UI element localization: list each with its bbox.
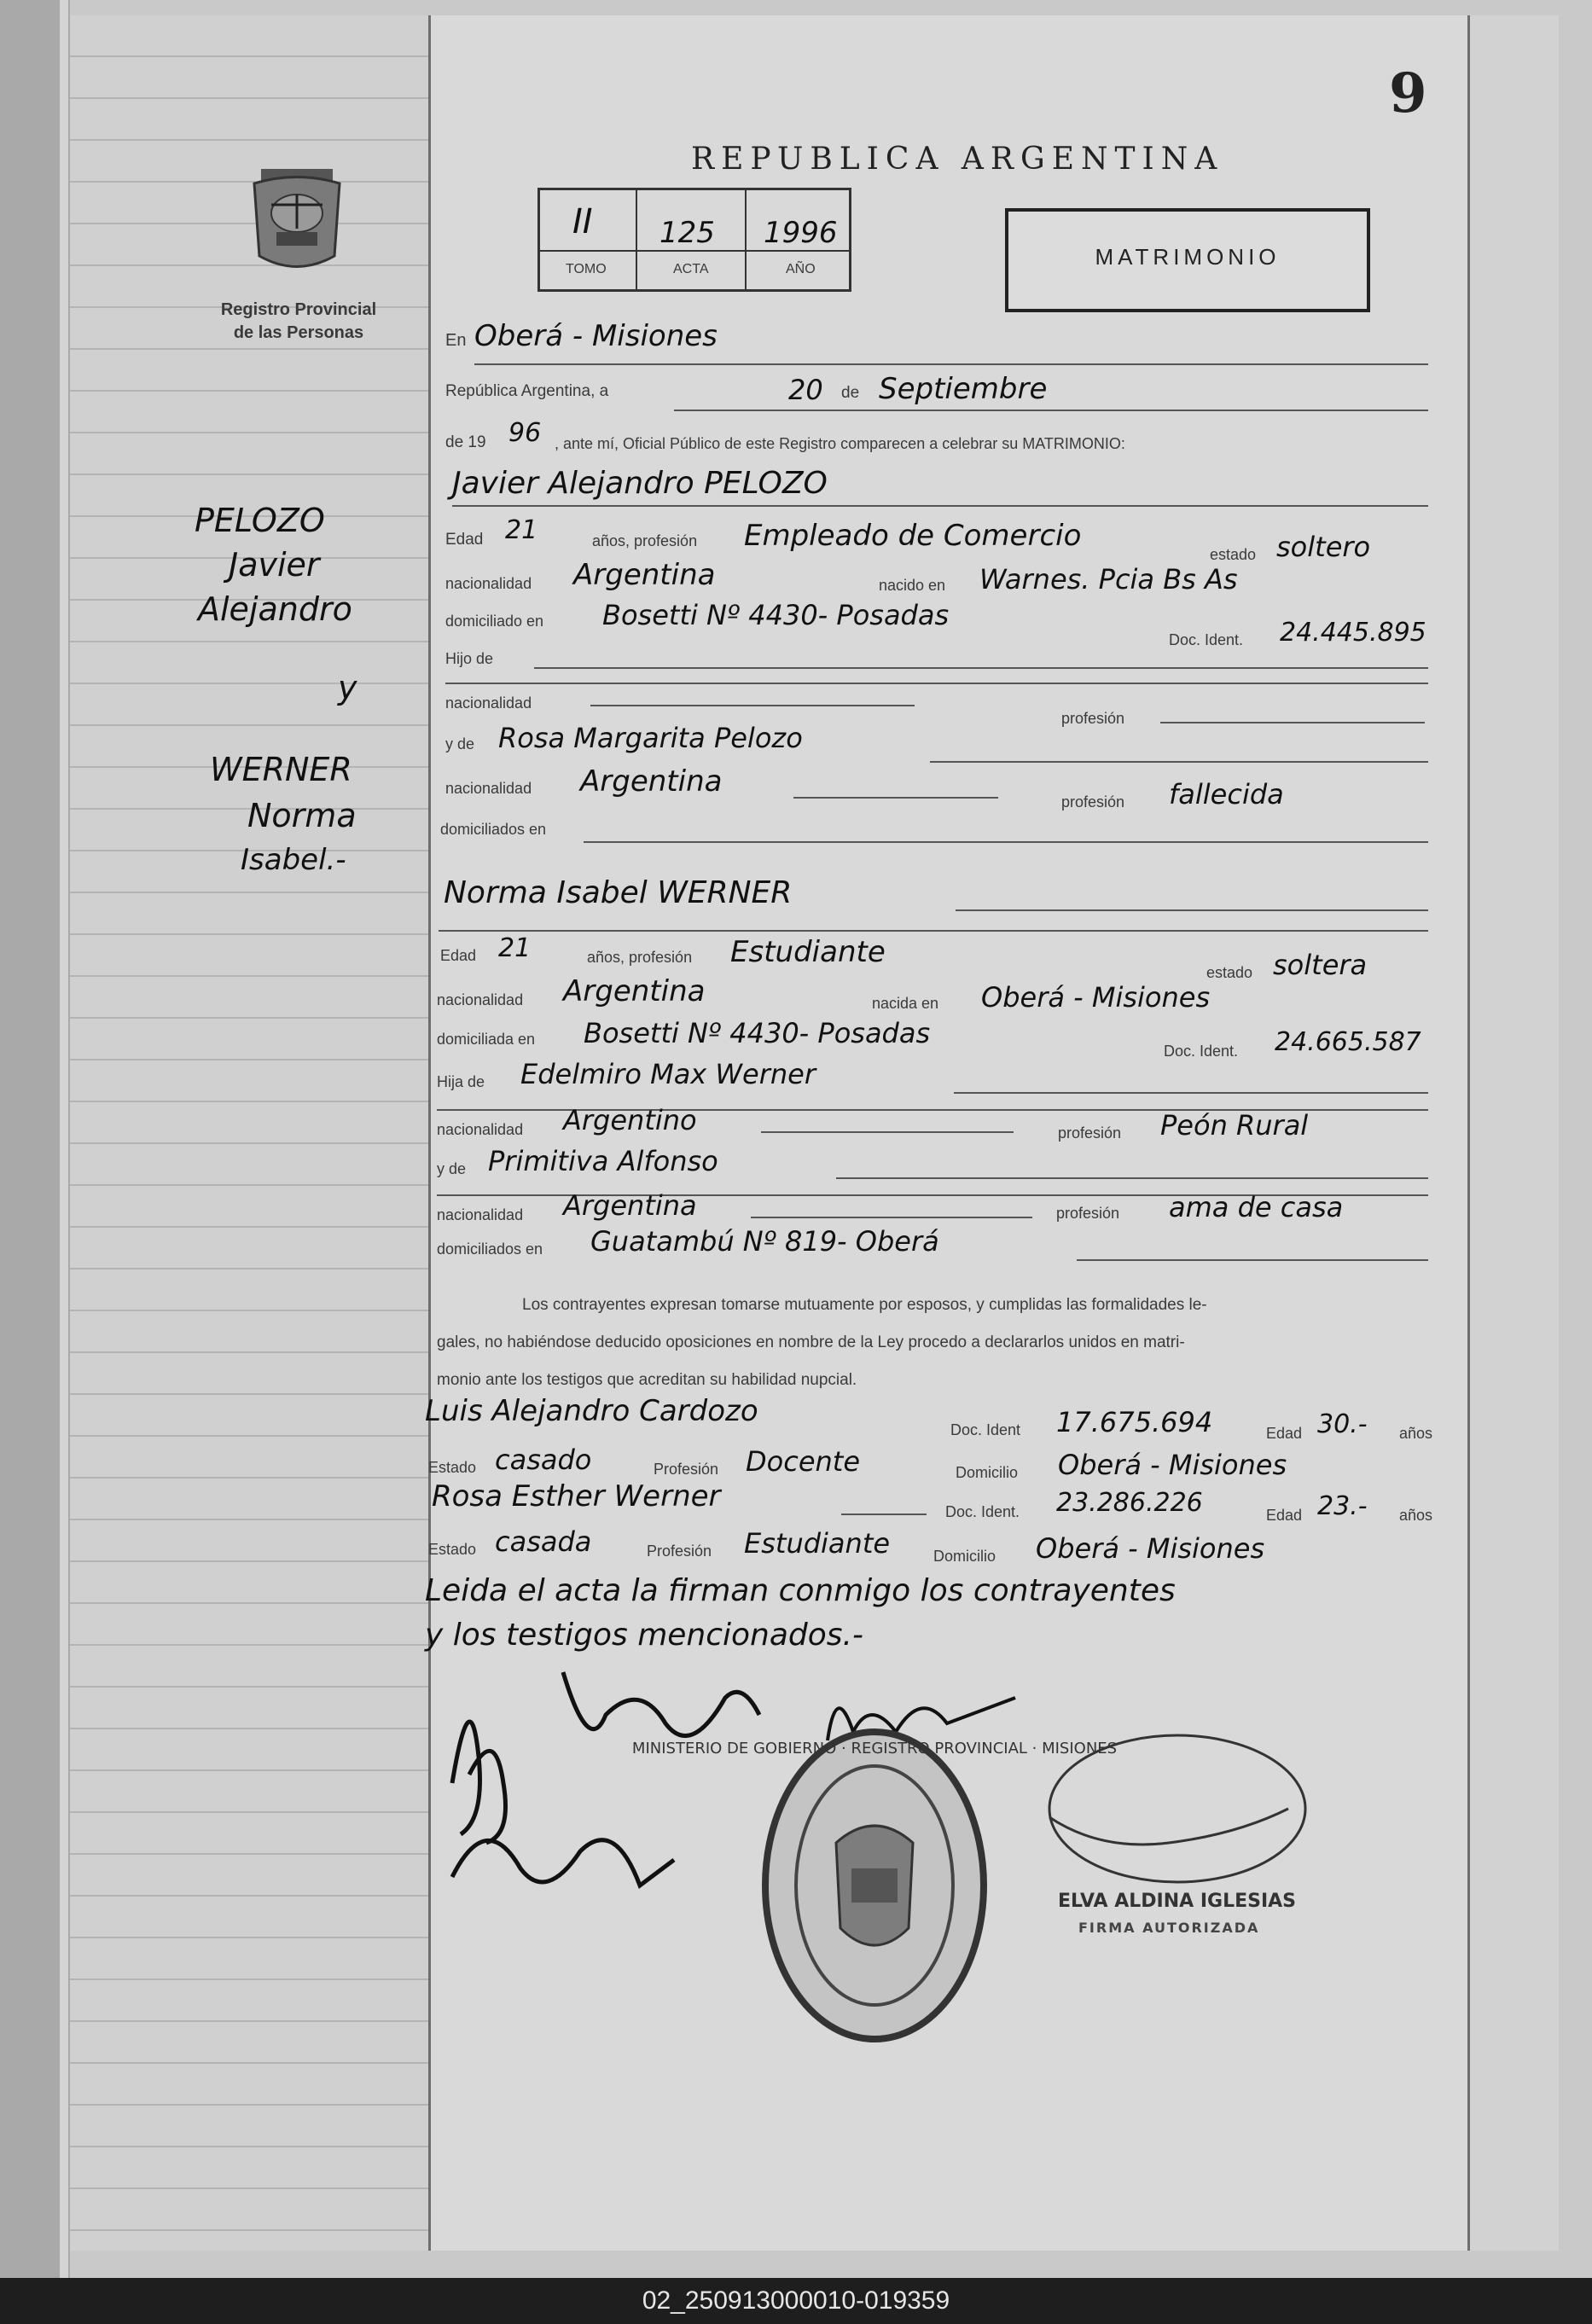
- signature-witness2: [452, 1840, 674, 1885]
- year-value: 1996: [764, 216, 838, 250]
- bride-id-label: Doc. Ident.: [1164, 1043, 1239, 1060]
- witness2-years-label: años: [1399, 1507, 1433, 1524]
- rule-witness2-name: [841, 1514, 927, 1515]
- acta-value: 125: [659, 216, 715, 250]
- groom-age: 21: [505, 515, 538, 545]
- registry-line-1: Registro Provincial: [220, 300, 377, 319]
- groom-mother-prof-label: profesión: [1061, 793, 1125, 810]
- tomo-value: II: [572, 202, 593, 241]
- margin-bride-surname: WERNER: [210, 751, 352, 788]
- page-number: 9: [1389, 61, 1427, 125]
- witness2-id-label: Doc. Ident.: [945, 1503, 1020, 1520]
- rule-groom-father: [534, 667, 1428, 669]
- republic-date-label: República Argentina, a: [445, 382, 609, 400]
- intro-text: , ante mí, Oficial Público de este Registro comparecen a celebrar su MATRIMONIO:: [555, 435, 1125, 452]
- bride-parents-address: Guatambú Nº 819- Oberá: [590, 1225, 939, 1258]
- witness1-age: 30.-: [1317, 1409, 1368, 1439]
- groom-full-name: Javier Alejandro PELOZO: [452, 466, 828, 501]
- groom-age-label: Edad: [445, 531, 484, 549]
- bride-id-number: 24.665.587: [1275, 1027, 1421, 1057]
- scan-identifier: 02_250913000010-019359: [0, 2278, 1592, 2324]
- margin-groom-second: Alejandro: [198, 590, 352, 628]
- rule-groom-name: [452, 505, 1428, 507]
- groom-mother-nat-label: nacionalidad: [445, 780, 532, 797]
- witness1-profession: Docente: [746, 1445, 861, 1478]
- witness1-address: Oberá - Misiones: [1058, 1449, 1287, 1481]
- rule-bride-father: [954, 1092, 1428, 1094]
- rule-place: [474, 363, 1428, 365]
- closing-line-1: Leida el acta la firman conmigo los contrayentes: [425, 1573, 1176, 1608]
- witness2-address-label: Domicilio: [933, 1548, 996, 1565]
- bride-father-prof-label: profesión: [1058, 1124, 1122, 1142]
- witness1-status-label: Estado: [428, 1459, 477, 1476]
- rule-groom-father-prof: [1160, 722, 1425, 723]
- rule-bride-mother-nat: [751, 1217, 1032, 1218]
- legal-line-2: gales, no habiéndose deducido oposiciones en nombre de la Ley procedo a declararlos unidos en matri-: [437, 1333, 1185, 1351]
- legal-paragraph: [437, 1287, 1440, 1399]
- bride-mother-profession: ama de casa: [1169, 1191, 1344, 1223]
- legal-line-1: Los contrayentes expresan tomarse mutuamente por esposos, y cumplidas las formalidades le-: [522, 1296, 1207, 1314]
- witness1-address-label: Domicilio: [956, 1464, 1019, 1481]
- groom-nationality-label: nacionalidad: [445, 575, 532, 592]
- groom-id-number: 24.445.895: [1280, 618, 1426, 648]
- bride-age-label: Edad: [440, 947, 477, 964]
- document-type-box: [1005, 208, 1370, 312]
- reference-box-sep-2: [745, 190, 747, 289]
- rule-groom-blank: [445, 683, 1428, 684]
- place-label: En: [445, 331, 467, 350]
- margin-groom-surname: PELOZO: [195, 502, 325, 539]
- groom-father-nat-label: nacionalidad: [445, 694, 532, 712]
- marriage-month: Septiembre: [879, 372, 1048, 406]
- margin-bride-first: Norma: [247, 797, 357, 834]
- bride-mother-nationality: Argentina: [563, 1189, 697, 1222]
- groom-profession: Empleado de Comercio: [744, 519, 1082, 553]
- witness2-age: 23.-: [1317, 1491, 1368, 1521]
- bride-birthplace-label: nacida en: [872, 995, 939, 1012]
- groom-father-label: Hijo de: [445, 650, 494, 667]
- signature-groom: [452, 1722, 506, 1843]
- groom-parents-address-label: domiciliados en: [440, 821, 547, 838]
- bride-mother-label: y de: [437, 1160, 467, 1177]
- signature-bride: [563, 1672, 759, 1736]
- bride-mother-nat-label: nacionalidad: [437, 1206, 524, 1223]
- seal-text: MINISTERIO DE GOBIERNO · REGISTRO PROVINCIAL · MISIONES: [631, 1740, 1118, 1758]
- groom-address: Bosetti Nº 4430- Posadas: [602, 599, 950, 631]
- official-seal-icon: [631, 1715, 1118, 2056]
- groom-mother: Rosa Margarita Pelozo: [498, 722, 803, 754]
- marriage-day: 20: [788, 374, 823, 406]
- marriage-year: 96: [508, 418, 542, 448]
- groom-address-label: domiciliado en: [445, 613, 544, 630]
- witness1-age-label: Edad: [1266, 1425, 1303, 1442]
- bride-father: Edelmiro Max Werner: [520, 1058, 816, 1090]
- registry-line-2: de las Personas: [233, 323, 364, 342]
- bride-father-nationality: Argentino: [563, 1104, 697, 1136]
- rule-bride-name: [956, 909, 1428, 911]
- reference-box-divider: [540, 250, 849, 252]
- groom-mother-profession: fallecida: [1169, 778, 1284, 810]
- rule-groom-father-nat: [590, 705, 915, 706]
- groom-status-label: estado: [1210, 546, 1257, 563]
- rule-bride-blank: [439, 930, 1428, 932]
- bride-address: Bosetti Nº 4430- Posadas: [584, 1017, 931, 1049]
- bride-father-nat-label: nacionalidad: [437, 1121, 524, 1138]
- official-title: FIRMA AUTORIZADA: [1078, 1920, 1260, 1936]
- bride-address-label: domiciliada en: [437, 1031, 536, 1048]
- groom-profession-label: años, profesión: [592, 532, 698, 549]
- rule-bride-mother: [836, 1177, 1428, 1179]
- rule-bride-father-nat: [761, 1131, 1014, 1133]
- legal-line-3: monio ante los testigos que acreditan su habilidad nupcial.: [437, 1371, 857, 1389]
- document-type: MATRIMONIO: [1095, 244, 1281, 270]
- reference-box: [537, 188, 851, 292]
- groom-mother-label: y de: [445, 735, 475, 752]
- bride-nationality-label: nacionalidad: [437, 991, 524, 1008]
- witness2-address: Oberá - Misiones: [1036, 1532, 1265, 1565]
- bride-father-profession: Peón Rural: [1160, 1109, 1309, 1142]
- rule-groom-mother: [930, 761, 1428, 763]
- book-binding-highlight: [60, 0, 68, 2278]
- reference-box-sep-1: [636, 190, 637, 289]
- coat-of-arms-icon: [246, 162, 348, 277]
- bride-profession: Estudiante: [730, 935, 886, 969]
- witness1-id: 17.675.694: [1056, 1406, 1213, 1438]
- margin-bride-second: Isabel.-: [241, 843, 346, 877]
- witness2-name: Rosa Esther Werner: [432, 1479, 721, 1514]
- margin-groom-first: Javier: [229, 546, 320, 584]
- groom-birthplace-label: nacido en: [879, 577, 946, 594]
- closing-line-2: y los testigos mencionados.-: [425, 1618, 863, 1653]
- rule-date: [674, 410, 1428, 411]
- bride-profession-label: años, profesión: [587, 949, 693, 966]
- official-name: ELVA ALDINA IGLESIAS: [1058, 1891, 1297, 1912]
- groom-nationality: Argentina: [573, 558, 716, 592]
- bride-status: soltera: [1273, 949, 1368, 981]
- bride-mother-prof-label: profesión: [1056, 1205, 1120, 1222]
- page-right-margin: [1469, 15, 1559, 2251]
- bride-full-name: Norma Isabel WERNER: [444, 875, 793, 910]
- right-border-line: [1467, 15, 1470, 2251]
- witness2-status-label: Estado: [428, 1541, 477, 1558]
- year-prefix-label: de 19: [445, 433, 486, 451]
- bride-age: 21: [498, 933, 532, 963]
- witness1-id-label: Doc. Ident: [950, 1421, 1021, 1438]
- marriage-place: Oberá - Misiones: [474, 319, 718, 353]
- bride-father-label: Hija de: [437, 1073, 485, 1090]
- witness1-status: casado: [495, 1444, 592, 1476]
- official-signature: [998, 1715, 1322, 1903]
- registry-name: [188, 299, 410, 345]
- month-label: de: [841, 384, 860, 402]
- acta-label: ACTA: [673, 262, 709, 276]
- witness2-prof-label: Profesión: [647, 1543, 712, 1560]
- margin-conjunction: y: [338, 669, 357, 706]
- ano-label: AÑO: [786, 262, 816, 276]
- groom-father-prof-label: profesión: [1061, 710, 1125, 727]
- witness1-years-label: años: [1399, 1425, 1433, 1442]
- groom-mother-nationality: Argentina: [580, 764, 723, 799]
- bride-birthplace: Oberá - Misiones: [981, 981, 1211, 1014]
- bride-nationality: Argentina: [563, 974, 706, 1008]
- tomo-label: TOMO: [566, 262, 607, 276]
- country-heading: REPUBLICA ARGENTINA: [691, 142, 1224, 177]
- rule-groom-mother-nat: [793, 797, 998, 799]
- groom-id-label: Doc. Ident.: [1169, 631, 1244, 648]
- bride-mother: Primitiva Alfonso: [488, 1145, 718, 1177]
- witness1-prof-label: Profesión: [654, 1461, 719, 1478]
- witness2-profession: Estudiante: [744, 1527, 891, 1560]
- groom-birthplace: Warnes. Pcia Bs As: [979, 563, 1238, 596]
- witness2-id: 23.286.226: [1056, 1488, 1203, 1518]
- groom-status: soltero: [1276, 531, 1371, 563]
- rule-bride-parents-address: [1077, 1259, 1428, 1261]
- witness2-age-label: Edad: [1266, 1507, 1303, 1524]
- witness2-status: casada: [495, 1525, 592, 1558]
- bride-parents-address-label: domiciliados en: [437, 1240, 543, 1258]
- witness1-name: Luis Alejandro Cardozo: [425, 1394, 758, 1428]
- bride-status-label: estado: [1206, 964, 1253, 981]
- rule-groom-parents-address: [584, 841, 1428, 843]
